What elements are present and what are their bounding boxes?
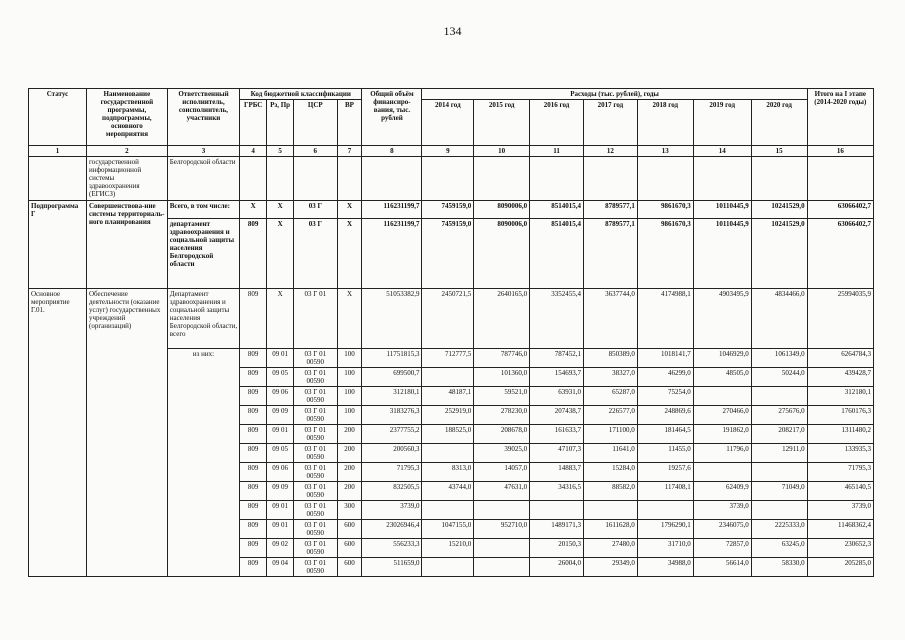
rzpr-cell: 09 01: [267, 520, 294, 539]
year-cell: 48505,0: [693, 368, 751, 387]
total-cell: 116231199,7: [362, 201, 422, 219]
grbs-cell: 809: [240, 349, 267, 368]
header-total: Общий объём финансиро-вания, тыс. рублей: [362, 89, 422, 146]
year-cell: 275676,0: [751, 406, 807, 425]
year-cell: 43744,0: [422, 482, 474, 501]
vr-cell: 100: [337, 349, 362, 368]
column-number: 2: [86, 146, 167, 157]
year-cell: 952710,0: [474, 520, 530, 539]
year-cell: 12911,0: [751, 444, 807, 463]
year-cell: 208678,0: [474, 425, 530, 444]
column-number: 4: [240, 146, 267, 157]
year-cell: 34988,0: [637, 558, 693, 577]
sum-cell: 133935,3: [807, 444, 873, 463]
vr-cell: 200: [337, 482, 362, 501]
year-cell: 19257,6: [637, 463, 693, 482]
grbs-cell: 809: [240, 501, 267, 520]
column-number: 5: [267, 146, 294, 157]
sum-cell: 25994035,9: [807, 289, 873, 349]
rzpr-cell: Х: [267, 201, 294, 219]
year-cell: 188525,0: [422, 425, 474, 444]
total-cell: 312180,1: [362, 387, 422, 406]
year-cell: 787746,0: [474, 349, 530, 368]
vr-cell: 200: [337, 425, 362, 444]
rzpr-cell: 09 09: [267, 482, 294, 501]
total-cell: 3739,0: [362, 501, 422, 520]
column-number: 3: [167, 146, 239, 157]
sum-cell: 205285,0: [807, 558, 873, 577]
year-cell: 8789577,1: [583, 219, 637, 289]
year-cell: 47107,3: [530, 444, 584, 463]
sum-cell: 1760176,3: [807, 406, 873, 425]
grbs-cell: 809: [240, 387, 267, 406]
year-cell: 161633,7: [530, 425, 584, 444]
rzpr-cell: Х: [267, 219, 294, 289]
budget-table: [28, 88, 874, 577]
rzpr-cell: 09 04: [267, 558, 294, 577]
header-responsible: Ответственный исполнитель, соисполнитель, участники: [167, 89, 239, 146]
year-cell: 1611628,0: [583, 520, 637, 539]
year-cell: 8789577,1: [583, 201, 637, 219]
year-cell: 2225333,0: [751, 520, 807, 539]
year-cell: [422, 368, 474, 387]
year-cell: 191862,0: [693, 425, 751, 444]
grbs-cell: 809: [240, 289, 267, 349]
vr-cell: 200: [337, 463, 362, 482]
sum-cell: 11468362,4: [807, 520, 873, 539]
total-cell: 200560,3: [362, 444, 422, 463]
total-cell: 511659,0: [362, 558, 422, 577]
total-cell: 2377755,2: [362, 425, 422, 444]
continuation-responsible: Белгородской области: [167, 157, 239, 201]
csr-cell: 03 Г 01 00590: [294, 558, 337, 577]
year-cell: 2346075,0: [693, 520, 751, 539]
year-cell: [583, 501, 637, 520]
year-cell: 208217,0: [751, 425, 807, 444]
subprogram-g-total-row: [29, 201, 874, 219]
sum-cell: 312180,1: [807, 387, 873, 406]
rzpr-cell: Х: [267, 289, 294, 349]
csr-cell: 03 Г 01 00590: [294, 425, 337, 444]
year-cell: 850389,0: [583, 349, 637, 368]
grbs-cell: 809: [240, 219, 267, 289]
vr-cell: 100: [337, 406, 362, 425]
year-cell: 15210,0: [422, 539, 474, 558]
header-kbk: Код бюджетной классификации: [240, 89, 362, 100]
vr-cell: Х: [337, 289, 362, 349]
csr-cell: 03 Г 01 00590: [294, 463, 337, 482]
year-cell: [530, 501, 584, 520]
rzpr-cell: 09 01: [267, 501, 294, 520]
subprogram-g-department: департамент здравоохранения и социальной защиты населения Белгородской области: [167, 219, 239, 289]
grbs-cell: 809: [240, 406, 267, 425]
header-csr: ЦСР: [294, 100, 337, 146]
total-cell: 23026946,4: [362, 520, 422, 539]
year-cell: 48187,1: [422, 387, 474, 406]
year-cell: 31710,0: [637, 539, 693, 558]
sum-cell: 3739,0: [807, 501, 873, 520]
year-cell: 75254,0: [637, 387, 693, 406]
year-cell: 226577,0: [583, 406, 637, 425]
vr-cell: Х: [337, 219, 362, 289]
year-cell: 46299,0: [637, 368, 693, 387]
rzpr-cell: 09 01: [267, 349, 294, 368]
csr-cell: 03 Г 01 00590: [294, 387, 337, 406]
vr-cell: 200: [337, 444, 362, 463]
sum-cell: 6264784,3: [807, 349, 873, 368]
total-cell: 699500,7: [362, 368, 422, 387]
year-cell: 15284,0: [583, 463, 637, 482]
year-cell: 72857,0: [693, 539, 751, 558]
csr-cell: 03 Г 01 00590: [294, 539, 337, 558]
year-cell: [693, 387, 751, 406]
year-cell: 1796290,1: [637, 520, 693, 539]
year-cell: 8090006,0: [474, 219, 530, 289]
column-number: 15: [751, 146, 807, 157]
year-cell: 278230,0: [474, 406, 530, 425]
year-cell: 10110445,9: [693, 219, 751, 289]
total-cell: 116231199,7: [362, 219, 422, 289]
column-number: 11: [530, 146, 584, 157]
year-cell: [474, 539, 530, 558]
header-year: 2019 год: [693, 100, 751, 146]
year-cell: 8313,0: [422, 463, 474, 482]
column-number: 10: [474, 146, 530, 157]
column-number: 14: [693, 146, 751, 157]
vr-cell: 300: [337, 501, 362, 520]
year-cell: 3637744,0: [583, 289, 637, 349]
grbs-cell: 809: [240, 463, 267, 482]
total-cell: 832505,5: [362, 482, 422, 501]
year-cell: 1061349,0: [751, 349, 807, 368]
csr-cell: 03 Г: [294, 219, 337, 289]
sum-cell: 63066402,7: [807, 219, 873, 289]
vr-cell: 600: [337, 558, 362, 577]
year-cell: [422, 558, 474, 577]
year-cell: 3739,0: [693, 501, 751, 520]
year-cell: 29349,0: [583, 558, 637, 577]
year-cell: 8514015,4: [530, 201, 584, 219]
year-cell: 4834466,0: [751, 289, 807, 349]
year-cell: 252919,0: [422, 406, 474, 425]
year-cell: [751, 387, 807, 406]
year-cell: 207438,7: [530, 406, 584, 425]
year-cell: 1046929,0: [693, 349, 751, 368]
year-cell: 50244,0: [751, 368, 807, 387]
year-cell: 7459159,0: [422, 219, 474, 289]
subprogram-g-resp: Всего, в том числе:: [167, 201, 239, 219]
year-cell: 9861670,3: [637, 201, 693, 219]
column-number: 1: [29, 146, 87, 157]
year-cell: 248869,6: [637, 406, 693, 425]
year-cell: 11641,0: [583, 444, 637, 463]
year-cell: [422, 444, 474, 463]
year-cell: 10241529,0: [751, 219, 807, 289]
year-cell: [751, 501, 807, 520]
year-cell: 38327,0: [583, 368, 637, 387]
year-cell: 20150,3: [530, 539, 584, 558]
vr-cell: 600: [337, 520, 362, 539]
csr-cell: 03 Г 01 00590: [294, 349, 337, 368]
year-cell: 11796,0: [693, 444, 751, 463]
year-cell: 117408,1: [637, 482, 693, 501]
main-activity-status: Основное мероприятие Г.01.: [29, 289, 87, 577]
year-cell: [474, 558, 530, 577]
main-activity-total-row: [29, 289, 874, 349]
year-cell: 181464,5: [637, 425, 693, 444]
total-cell: 51053382,9: [362, 289, 422, 349]
year-cell: 4903495,9: [693, 289, 751, 349]
rzpr-cell: 09 05: [267, 368, 294, 387]
year-cell: 1489171,3: [530, 520, 584, 539]
sum-cell: 465140,5: [807, 482, 873, 501]
header-year: 2020 год: [751, 100, 807, 146]
main-activity-name: Обеспечение деятельности (оказание услуг) государственных учреждений (организаций): [86, 289, 167, 577]
column-number: 7: [337, 146, 362, 157]
year-cell: 2450721,5: [422, 289, 474, 349]
header-status: Статус: [29, 89, 87, 146]
continuation-name: государственной информационной системы здравоохранения (ЕГИСЗ): [86, 157, 167, 201]
column-number-row: [29, 146, 874, 157]
year-cell: [693, 463, 751, 482]
year-cell: 39025,0: [474, 444, 530, 463]
sum-cell: 63066402,7: [807, 201, 873, 219]
header-expenses: Расходы (тыс. рублей), годы: [422, 89, 807, 100]
csr-cell: 03 Г 01 00590: [294, 368, 337, 387]
header-year: 2017 год: [583, 100, 637, 146]
vr-cell: 100: [337, 387, 362, 406]
year-cell: 1018141,7: [637, 349, 693, 368]
year-cell: 63245,0: [751, 539, 807, 558]
sum-cell: 230652,3: [807, 539, 873, 558]
subprogram-g-status: Подпрограмма Г: [29, 201, 87, 289]
year-cell: 101360,0: [474, 368, 530, 387]
year-cell: [474, 501, 530, 520]
year-cell: 10110445,9: [693, 201, 751, 219]
year-cell: 787452,1: [530, 349, 584, 368]
grbs-cell: 809: [240, 444, 267, 463]
continuation-row: [29, 157, 874, 201]
year-cell: 47631,0: [474, 482, 530, 501]
year-cell: 9861670,3: [637, 219, 693, 289]
year-cell: 26004,0: [530, 558, 584, 577]
sum-cell: 1311480,2: [807, 425, 873, 444]
total-cell: 556233,3: [362, 539, 422, 558]
grbs-cell: 809: [240, 482, 267, 501]
year-cell: 10241529,0: [751, 201, 807, 219]
header-grbs: ГРБС: [240, 100, 267, 146]
year-cell: 3352455,4: [530, 289, 584, 349]
main-activity-resp: Департамент здравоохранения и социальной защиты населения Белгородской области, всего: [167, 289, 239, 349]
total-cell: 3183276,3: [362, 406, 422, 425]
total-cell: 11751815,3: [362, 349, 422, 368]
year-cell: 71049,0: [751, 482, 807, 501]
year-cell: 14057,0: [474, 463, 530, 482]
vr-cell: Х: [337, 201, 362, 219]
year-cell: 65287,0: [583, 387, 637, 406]
rzpr-cell: 09 05: [267, 444, 294, 463]
year-cell: 2640165,0: [474, 289, 530, 349]
header-name: Наименование государственной программы, подпрограммы, основного мероприятия: [86, 89, 167, 146]
csr-cell: 03 Г 01 00590: [294, 406, 337, 425]
header-vr: ВР: [337, 100, 362, 146]
year-cell: 58330,0: [751, 558, 807, 577]
year-cell: 270466,0: [693, 406, 751, 425]
page-number: 134: [443, 24, 462, 38]
year-cell: 88582,0: [583, 482, 637, 501]
sum-cell: 71795,3: [807, 463, 873, 482]
header-stage-total: Итого на I этапе (2014-2020 годы): [807, 89, 873, 146]
column-number: 9: [422, 146, 474, 157]
csr-cell: 03 Г 01 00590: [294, 482, 337, 501]
year-cell: 62409,9: [693, 482, 751, 501]
year-cell: [751, 463, 807, 482]
year-cell: 154693,7: [530, 368, 584, 387]
csr-cell: 03 Г 01 00590: [294, 520, 337, 539]
grbs-cell: 809: [240, 520, 267, 539]
header-year: 2014 год: [422, 100, 474, 146]
header-year: 2018 год: [637, 100, 693, 146]
year-cell: 8090006,0: [474, 201, 530, 219]
column-number: 16: [807, 146, 873, 157]
column-number: 12: [583, 146, 637, 157]
grbs-cell: 809: [240, 558, 267, 577]
column-number: 13: [637, 146, 693, 157]
year-cell: 11455,0: [637, 444, 693, 463]
rzpr-cell: 09 09: [267, 406, 294, 425]
csr-cell: 03 Г 01 00590: [294, 444, 337, 463]
vr-cell: 600: [337, 539, 362, 558]
grbs-cell: Х: [240, 201, 267, 219]
year-cell: 56614,0: [693, 558, 751, 577]
csr-cell: 03 Г 01 00590: [294, 501, 337, 520]
year-cell: 63931,0: [530, 387, 584, 406]
year-cell: 4174988,1: [637, 289, 693, 349]
year-cell: [422, 501, 474, 520]
subprogram-g-name: Совершенствова-ние системы территориаль-ного планирования: [86, 201, 167, 289]
year-cell: 14883,7: [530, 463, 584, 482]
header-year: 2015 год: [474, 100, 530, 146]
grbs-cell: 809: [240, 368, 267, 387]
year-cell: 59521,0: [474, 387, 530, 406]
year-cell: 7459159,0: [422, 201, 474, 219]
year-cell: 34316,5: [530, 482, 584, 501]
column-number: 6: [294, 146, 337, 157]
year-cell: [637, 501, 693, 520]
header-rzpr: Рз, Пр: [267, 100, 294, 146]
year-cell: 171100,0: [583, 425, 637, 444]
year-cell: 712777,5: [422, 349, 474, 368]
rzpr-cell: 09 01: [267, 425, 294, 444]
grbs-cell: 809: [240, 539, 267, 558]
header-year: 2016 год: [530, 100, 584, 146]
rzpr-cell: 09 02: [267, 539, 294, 558]
of-them-label: из них:: [167, 349, 239, 577]
rzpr-cell: 09 06: [267, 387, 294, 406]
total-cell: 71795,3: [362, 463, 422, 482]
column-number: 8: [362, 146, 422, 157]
year-cell: 8514015,4: [530, 219, 584, 289]
csr-cell: 03 Г: [294, 201, 337, 219]
csr-cell: 03 Г 01: [294, 289, 337, 349]
sum-cell: 439428,7: [807, 368, 873, 387]
rzpr-cell: 09 06: [267, 463, 294, 482]
vr-cell: 100: [337, 368, 362, 387]
year-cell: 27480,0: [583, 539, 637, 558]
grbs-cell: 809: [240, 425, 267, 444]
year-cell: 1047155,0: [422, 520, 474, 539]
